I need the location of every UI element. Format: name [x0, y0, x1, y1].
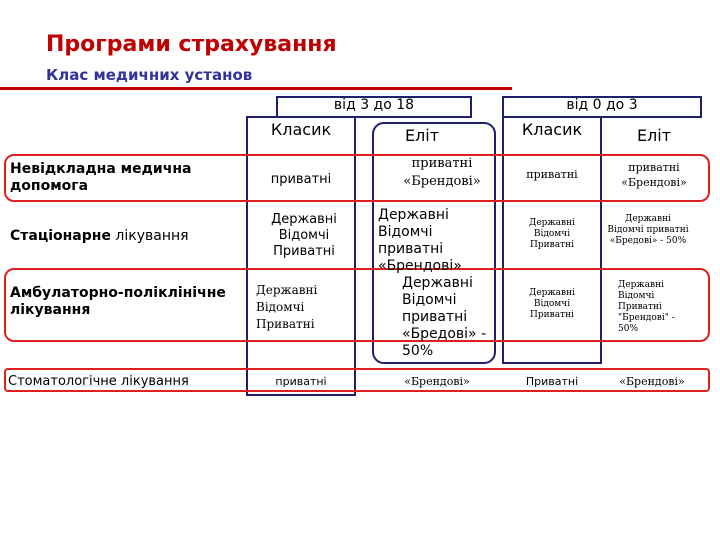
- row-label-inpatient-bold: Стаціонарне: [10, 228, 111, 244]
- cell-emergency-elit-child: приватні «Брендові»: [621, 161, 687, 189]
- row-label-emergency: Невідкладна медична допомога: [10, 161, 192, 194]
- cell-dental-elit-adult: «Брендові»: [404, 375, 470, 388]
- age-group-adult-label: від 3 до 18: [333, 97, 415, 113]
- title-underline: [0, 87, 512, 90]
- column-header-elit-adult: Еліт: [404, 126, 440, 145]
- cell-inpatient-klasyk-adult: Державні Відомчі Приватні: [271, 212, 337, 259]
- cell-outpatient-klasyk-adult: Державні Відомчі Приватні: [256, 283, 318, 331]
- cell-outpatient-elit-adult: [402, 275, 498, 360]
- cell-dental-elit-child: «Брендові»: [619, 375, 685, 388]
- page-subtitle: Клас медичних установ: [46, 66, 253, 84]
- cell-emergency-elit-adult: приватні «Брендові»: [403, 156, 481, 189]
- cell-inpatient-elit-child: Державні Відомчі приватні «Бредові» - 50%: [607, 214, 689, 246]
- cell-outpatient-elit-adult-text: Державні Відомчі приватні «Бредові» - 50%: [402, 275, 487, 359]
- page-title: Програми страхування: [46, 32, 337, 57]
- row-label-inpatient-rest: лікування: [110, 228, 189, 244]
- cell-emergency-klasyk-adult: приватні: [270, 172, 332, 187]
- column-header-elit-child: Еліт: [636, 126, 672, 145]
- cell-inpatient-klasyk-child: Державні Відомчі Приватні: [529, 218, 575, 250]
- cell-emergency-klasyk-child: приватні: [526, 168, 578, 181]
- row-label-outpatient: Амбулаторно-поліклінічне лікування: [10, 285, 226, 318]
- column-header-klasyk-child: Класик: [521, 120, 583, 139]
- column-header-klasyk-adult: Класик: [270, 120, 332, 139]
- cell-outpatient-klasyk-child: Державні Відомчі Приватні: [529, 288, 575, 320]
- cell-dental-klasyk-child: Приватні: [525, 375, 579, 388]
- cell-dental-klasyk-adult: приватні: [275, 375, 327, 388]
- row-label-inpatient: [10, 228, 240, 245]
- age-group-child-label: від 0 до 3: [566, 97, 638, 113]
- cell-outpatient-elit-child: Державні Відомчі Приватні "Брендові" - 50%: [618, 280, 675, 334]
- cell-inpatient-elit-adult-text: Державні Відомчі приватні «Брендові»: [378, 207, 462, 274]
- row-label-dental: Стоматологічне лікування: [8, 374, 189, 389]
- cell-inpatient-elit-adult: [378, 207, 498, 275]
